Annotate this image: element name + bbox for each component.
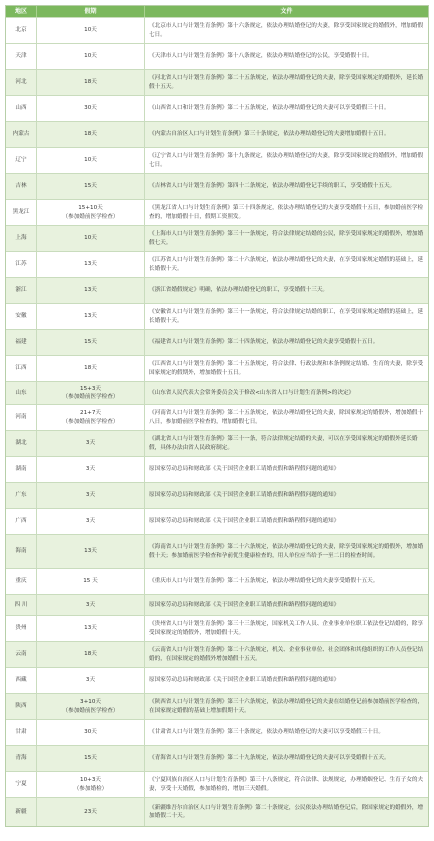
marriage-leave-table [5,5,429,827]
region-cell: 江西 [6,356,37,381]
region-cell: 甘肃 [6,720,37,745]
leave-days: 10+3天 [80,777,101,783]
leave-days: 21+7天 [80,410,101,416]
table-row [6,303,428,329]
leave-days: 13天 [84,287,97,294]
leave-days: 18天 [84,79,97,86]
document-text: 《青海省人口与计划生育条例》第二十九条规定，依法办理结婚登记的夫妻可以享受婚假十五天。 [149,755,390,762]
table-row [6,641,428,667]
region-cell: 内蒙古 [6,122,37,147]
leave-cell [37,174,145,199]
leave-days: 10天 [84,27,97,34]
leave-cell [37,642,145,667]
leave-note: （参加婚检） [73,785,108,792]
region-cell: 贵州 [6,616,37,641]
document-text: 原国家劳动总局和财政部《关于国营企业职工请婚丧假和路程假问题的通知》 [149,677,340,684]
region-cell: 四 川 [6,595,37,615]
table-header [6,6,428,17]
document-text: 《天津市人口与计划生育条例》第十八条规定，依法办理结婚登记的公民，享受婚假十日。 [149,53,373,60]
document-text: 《江西省人口与计划生育条例》第二十五条规定，符合法律、行政法规和本条例规定结婚、生育的夫妻，除享受国家规定的假期外，增加婚假十五日。 [149,361,424,376]
leave-cell [37,200,145,225]
region-cell: 江苏 [6,252,37,277]
leave-days: 13天 [84,625,97,632]
leave-days: 15天 [84,755,97,762]
leave-days: 10天 [84,53,97,60]
document-cell [145,772,428,797]
table-row [6,430,428,456]
header-document: 文件 [280,8,293,15]
leave-cell [37,483,145,508]
leave-cell [37,226,145,251]
document-cell [145,457,428,482]
leave-days: 30天 [84,105,97,112]
leave-days: 10天 [84,235,97,242]
leave-days: 30天 [84,729,97,736]
table-row [6,147,428,173]
leave-cell [37,616,145,641]
document-cell [145,509,428,534]
leave-cell [37,122,145,147]
leave-note: （参加婚前医学检查） [62,707,119,714]
table-row [6,719,428,745]
document-cell [145,405,428,430]
leave-days: 23天 [84,808,97,815]
leave-cell [37,44,145,69]
document-text: 原国家劳动总局和财政部《关于国营企业职工请婚丧假和路程假问题的通知》 [149,492,340,499]
document-text: 《甘肃省人口与计划生育条例》第三十条规定，依法办理结婚登记的夫妻可以享受婚假三十日。 [149,729,384,736]
document-text: 《上海市人口与计划生育条例》第三十一条规定，符合法律规定结婚的公民，除享受国家规定的婚假外，增加婚假七天。 [149,231,424,246]
leave-cell [37,304,145,329]
document-cell [145,694,428,719]
document-text: 《吉林省人口与计划生育条例》第四十二条规定，依法办理结婚登记手续的职工，享受婚假十五天。 [149,183,396,190]
table-row [6,69,428,95]
table-row [6,355,428,381]
leave-cell [37,148,145,173]
leave-days: 3天 [85,518,96,525]
document-cell [145,668,428,693]
document-cell [145,148,428,173]
leave-cell [37,595,145,615]
document-text: 原国家劳动总局和财政部《关于国营企业职工请婚丧假和路程假问题的通知》 [149,466,340,473]
document-cell [145,70,428,95]
table-row [6,404,428,430]
table-row [6,482,428,508]
document-text: 《宁夏回族自治区人口与计划生育条例》第三十八条规定，符合法律、法规规定，办理婚姻登记、生育子女的夫妻，享受十天婚假，参加婚检的，增加三天婚假。 [149,777,424,792]
leave-days: 18天 [84,365,97,372]
leave-note: （参加婚前医学检查） [62,213,119,220]
region-cell: 湖北 [6,431,37,456]
document-text: 《山东省人民代表大会常务委员会关于修改<山东省人口与计划生育条例>的决定》 [149,389,355,396]
region-cell: 福建 [6,330,37,355]
leave-days: 13天 [84,313,97,320]
region-cell: 上海 [6,226,37,251]
document-text: 《浙江省婚假规定》明确，依法办理结婚登记的职工，享受婚假十三天。 [149,287,329,294]
leave-cell [37,720,145,745]
region-cell: 浙江 [6,278,37,303]
leave-days: 10天 [84,157,97,164]
table-row [6,745,428,771]
leave-note: （参加婚前医学检查） [62,394,119,400]
region-cell: 天津 [6,44,37,69]
leave-days: 3天 [85,492,96,499]
region-cell: 新疆 [6,798,37,826]
table-row [6,225,428,251]
document-cell [145,44,428,69]
table-row [6,43,428,69]
region-cell: 北京 [6,18,37,43]
leave-days: 3天 [85,440,96,447]
document-text: 《河北省人口与计划生育条例》第二十五条规定，依法办理结婚登记的夫妻，除享受国家规定的婚假外，延长婚假十五天。 [149,75,424,90]
leave-cell [37,772,145,797]
document-text: 《江苏省人口与计划生育条例》第二十六条规定，依法办理结婚登记的夫妻，在享受国家规定婚假的基础上，延长婚假十天。 [149,257,424,272]
table-row [6,277,428,303]
document-cell [145,798,428,826]
document-cell [145,431,428,456]
leave-days: 15天 [84,183,97,190]
region-cell: 广东 [6,483,37,508]
leave-cell [37,356,145,381]
table-row [6,251,428,277]
region-cell: 辽宁 [6,148,37,173]
leave-cell [37,382,145,404]
leave-days: 13天 [84,548,97,555]
document-cell [145,304,428,329]
document-cell [145,200,428,225]
document-text: 《北京市人口与计划生育条例》第十六条规定，依法办理结婚登记的夫妻，除享受国家规定的婚假外，增加婚假七日。 [149,23,424,38]
region-cell: 广西 [6,509,37,534]
region-cell: 重庆 [6,569,37,594]
leave-cell [37,535,145,568]
table-row [6,615,428,641]
document-cell [145,720,428,745]
region-cell: 黑龙江 [6,200,37,225]
leave-cell [37,798,145,826]
region-cell: 吉林 [6,174,37,199]
region-cell: 云南 [6,642,37,667]
leave-days: 15 天 [83,578,98,585]
leave-cell [37,405,145,430]
region-cell: 青海 [6,746,37,771]
table-row [6,568,428,594]
document-text: 《云南省人口与计划生育条例》第二十六条规定，机关、企业事业单位、社会团体和其他组织的工作人员登记结婚的，在国家规定的婚假外增加婚假十五天。 [149,647,424,662]
leave-days: 15+3天 [80,385,101,392]
leave-days: 3天 [85,601,96,608]
document-text: 《山西省人口和计划生育条例》第二十五条规定，依法办理结婚登记的夫妻可以享受婚假三十日。 [149,105,390,112]
table-row [6,121,428,147]
document-cell [145,356,428,381]
leave-cell [37,70,145,95]
table-row [6,456,428,482]
table-row [6,693,428,719]
leave-cell [37,569,145,594]
document-text: 《黑龙江省人口与计划生育条例》第三十四条规定，依法办理结婚登记的夫妻享受婚假十五日，参加婚前医学检查的，增加婚假十日，假期工资照发。 [149,205,424,220]
document-cell [145,746,428,771]
table-row [6,797,428,826]
region-cell: 宁夏 [6,772,37,797]
document-cell [145,96,428,121]
document-cell [145,535,428,568]
table-row [6,95,428,121]
region-cell: 海南 [6,535,37,568]
region-cell: 河北 [6,70,37,95]
document-cell [145,569,428,594]
document-cell [145,174,428,199]
leave-cell [37,457,145,482]
leave-note: （参加婚前医学检查） [62,418,119,425]
document-cell [145,382,428,404]
region-cell: 湖南 [6,457,37,482]
table-row [6,199,428,225]
document-text: 《福建省人口与计划生育条例》第二十四条规定，依法办理结婚登记的夫妻享受婚假十五日。 [149,339,379,346]
leave-cell [37,668,145,693]
leave-days: 13天 [84,261,97,268]
leave-cell [37,96,145,121]
region-cell: 西藏 [6,668,37,693]
document-text: 《内蒙古自治区人口与计划生育条例》第三十条规定，依法办理结婚登记的夫妻增加婚假十五日。 [149,131,390,138]
table-row [6,534,428,568]
leave-days: 3+10天 [80,699,101,705]
table-row [6,17,428,43]
leave-cell [37,18,145,43]
document-cell [145,18,428,43]
leave-cell [37,330,145,355]
document-cell [145,278,428,303]
table-row [6,329,428,355]
region-cell: 山西 [6,96,37,121]
document-text: 《新疆维吾尔自治区人口与计划生育条例》第二十条规定，公民依法办理结婚登记后，除国家规定的婚假外，增加婚假二十天。 [149,804,424,819]
document-cell [145,252,428,277]
leave-cell [37,694,145,719]
table-row [6,594,428,615]
document-cell [145,616,428,641]
region-cell: 山东 [6,382,37,404]
table-body [6,17,428,826]
leave-days: 15+10天 [78,205,103,211]
document-text: 《辽宁省人口与计划生育条例》第十九条规定，依法办理结婚登记的夫妻，除享受国家规定的婚假外，增加婚假七日。 [149,153,424,168]
document-text: 原国家劳动总局和财政部《关于国营企业职工请婚丧假和路程假问题的通知》 [149,518,340,525]
region-cell: 陕西 [6,694,37,719]
document-cell [145,226,428,251]
leave-cell [37,278,145,303]
leave-cell [37,509,145,534]
region-cell: 安徽 [6,304,37,329]
document-text: 《湖北省人口与计划生育条例》第三十一条，符合法律规定结婚的夫妻，可以在享受国家规定的婚假外延长婚假，具体办法由省人民政府制定。 [149,436,418,451]
leave-days: 18天 [84,651,97,658]
table-row [6,771,428,797]
document-cell [145,595,428,615]
table-row [6,508,428,534]
document-text: 《重庆市人口与计划生育条例》第二十五条规定，依法办理结婚登记的夫妻享受婚假十五天。 [149,578,379,585]
leave-days: 18天 [84,131,97,138]
document-cell [145,330,428,355]
header-leave: 假期 [37,6,145,17]
leave-cell [37,431,145,456]
document-text: 《陕西省人口与计划生育条例》第三十六条规定，依法办理结婚登记的夫妻在结婚登记前参加婚前医学检查的，在国家规定婚假的基础上增加假期十天。 [149,699,424,714]
document-text: 《安徽省人口与计划生育条例》第三十一条规定，符合法律规定结婚的职工，在享受国家规定婚假的基础上，延长婚假十天。 [149,309,424,324]
region-cell: 河南 [6,405,37,430]
leave-cell [37,746,145,771]
leave-days: 3天 [85,466,96,473]
document-text: 《河南省人口与计划生育条例》第二十五条规定，依法办理结婚登记的夫妻，除国家规定的婚假外，增加婚假十八日，参加婚前医学检查的，增加婚假七日。 [149,410,424,425]
table-row [6,381,428,404]
leave-days: 3天 [85,677,96,684]
leave-cell [37,252,145,277]
document-cell [145,122,428,147]
document-cell [145,483,428,508]
document-text: 《贵州省人口与计划生育条例》第三十三条规定，国家机关工作人员、企业事业单位职工依法登记结婚的，除享受国家规定的婚假外，增加婚假十天。 [149,621,424,636]
document-cell [145,642,428,667]
table-row [6,667,428,693]
leave-days: 15天 [84,339,97,346]
document-text: 《海南省人口与计划生育条例》第二十六条规定，依法办理结婚登记的夫妻，除享受国家规定的婚假外，增加婚假十天；参加婚前医学检查和孕前优生健康检查的，用人单位应当给予一至二日的检查时间。 [149,544,424,559]
header-region: 地区 [6,6,37,17]
table-row [6,173,428,199]
document-text: 原国家劳动总局和财政部《关于国营企业职工请婚丧假和路程假问题的通知》 [149,601,340,608]
